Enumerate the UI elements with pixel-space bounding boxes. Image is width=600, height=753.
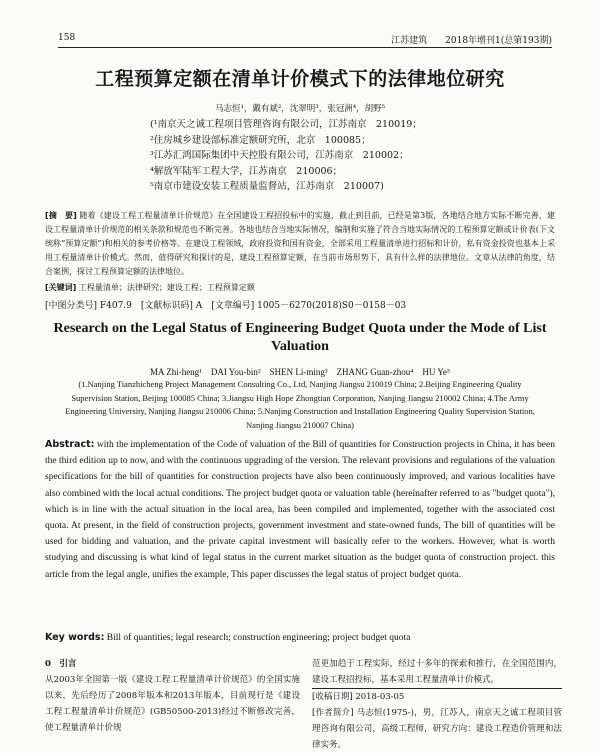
page-number: 158 [58,33,76,43]
keywords-cn-text: 工程量清单；法律研究；建设工程；工程预算定额 [78,283,255,292]
section-heading: 0 引言 [45,659,77,669]
affiliation-line: (¹南京天之诚工程项目管理咨询有限公司，江苏南京 210019； [150,119,422,130]
article-title-cn: 工程预算定额在清单计价模式下的法律地位研究 [95,68,505,90]
affiliations-en: (1.Nanjing Tianzhicheng Project Management Consulting Co., Ltd, Nanjing Jiangsu 210019 China; 2.Beijing Engineering Quality Supervision Station, Beijing 100085 China; 3.Jiangsu High Hope Zhongtian Corporation, Nanjing Jiangsu 210002 China; 4.The Army Engineering University, Nanjing Jiangsu 210006 China; 5.Nanjing Construction and Installation Engineering Quality Supervision Station, Nanjing Jiangsu 210007 China) [65,379,535,430]
abstract-cn [45,209,555,279]
affiliation-line: ⁵南京市建设安装工程质量监督站，江苏南京 210007) [150,181,384,192]
affiliation-line: ⁴解放军陆军工程大学，江苏南京 210006； [150,165,343,177]
keywords-cn [45,282,555,293]
body-left-column [45,656,300,736]
keywords-en-label: Key words: [45,632,105,643]
affiliations-cn [150,117,540,195]
keywords-en [45,632,555,643]
abstract-cn-label: [摘 要] [45,211,77,220]
keywords-cn-label: [关键词] [45,283,77,292]
page-header [58,33,552,48]
received-date: [收稿日期] 2018-03-05 [312,692,405,702]
authors-cn: 马志恒¹，戴有斌²，沈翠明³，张冠洲⁴，胡野⁵ [214,104,386,114]
affiliation-line: ²住房城乡建设部标准定额研究所，北京 100085； [150,134,371,146]
abstract-en [45,437,555,583]
abstract-en-text: with the implementation of the Code of valuation of the Bill of quantities for Construction projects in China, it has been the third edition up to now, and with the continuous upgrading of the version. The relevant provisions and regulations of the valuation specifications for the bill of quantities for construction projects have also been continuously improved, and various localities have also combined with the local actual conditions. The project budget quota or valuation table (hereinafter referred to as "budget quota"), which is in line with the actual situation in the local area, has been compiled and implemented, together with the associated cost quota. At present, in the field of construction projects, government investment and state-owned funds, The bill of quantities will be used for bidding and valuation, and the private capital investment will basically refer to the workers. However, what is worth studying and discussing is what kind of legal status in the current market situation as the budget quota of construction project. this article from the legal angle, unifies the example, This paper discusses the legal status of project budget quota. [45,440,555,580]
journal-issue: 江苏建筑 2018年增刊1(总第193期) [391,36,552,46]
body-paragraph-continued: 范更加趋于工程实际，经过十多年的探索和推行，在全国范围内，建设工程招投标，基本采用工程量清单计价模式。 [312,656,562,689]
abstract-cn-text: 随着《建设工程工程量清单计价规范》在全国建设工程招投标中的实施，截止到目前，已经是第3版，各地结合地方实际不断完善，建设工程量清单计价规范的相关条款和规范也不断完善。各地也结合当地实际情况，编制和实施了符合当地实际情况的工程预算定额或计价表(下文统称“预算定额”)和相关的参考价格等。在建设工程领域，政府投资和国有资金，全部采用工程量清单进行招标和计价，私有资金投资也基本上采用工程量清单计价模式。然而，值得研究和探讨的是，建设工程预算定额，在当前市场形势下，具有什么样的法律地位。文章从法律的角度，结合案例，探讨工程预算定额的法律地位。 [45,211,555,276]
keywords-en-text: Bill of quantities; legal research; construction engineering; project budget quota [106,633,411,643]
author-note: [作者简介] 马志恒(1975-)，男，江苏人，南京天之诚工程项目管理咨询有限公司，高级工程师，研究方向：建设工程造价管理和法律实务。 [312,708,562,750]
authors-en: MA Zhi-heng¹ DAI You-bin² SHEN Li-ming³ ZHANG Guan-zhou⁴ HU Ye⁵ [149,367,451,377]
affiliation-line: ³江苏汇鸿国际集团中天控股有限公司，江苏南京 210002； [150,150,409,161]
abstract-en-label: Abstract: [45,439,95,450]
body-right-column [312,656,562,753]
classification-line: [中图分类号] F407.9 [文献标识码] A [文章编号] 1005－6270(2018)S0－0158－03 [45,301,407,311]
article-title-en: Research on the Legal Status of Engineering Budget Quota under the Mode of List Valuation [53,321,547,354]
body-paragraph: 从2003年全国第一版《建设工程工程量清单计价规范》的全国实施以来，先后经历了2008年版本和2013年版本，目前现行是《建设工程工程量清单计价规范》(GB50500-2013)经过不断修改完善，使工程量清单计价规 [45,675,300,733]
